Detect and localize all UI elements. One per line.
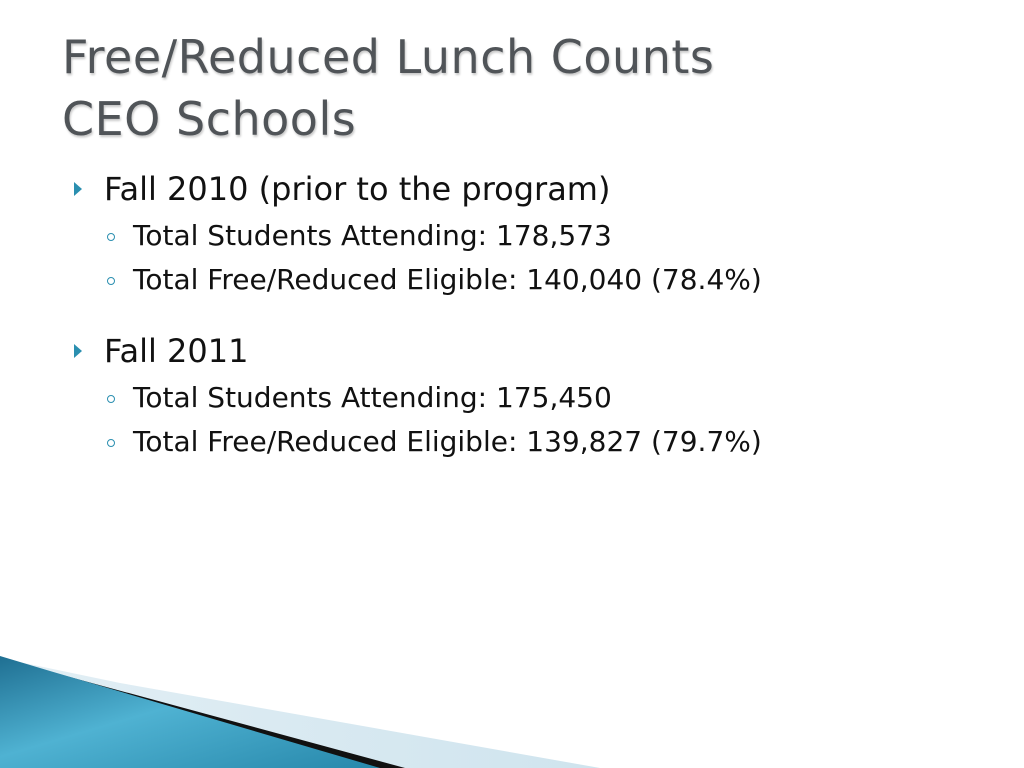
list-item (74, 420, 974, 464)
list-item-text: Total Free/Reduced Eligible: 140,040 (78.4%) (133, 263, 762, 296)
section-heading-fall-2010 (74, 164, 974, 214)
section-heading-fall-2011 (74, 326, 974, 376)
list-item (74, 214, 974, 258)
circle-bullet-icon (107, 395, 115, 403)
arrow-bullet-icon (74, 344, 82, 358)
slide-body (74, 164, 974, 464)
circle-bullet-icon (107, 277, 115, 285)
circle-bullet-icon (107, 439, 115, 447)
circle-bullet-icon (107, 233, 115, 241)
decorative-wave-graphic (0, 638, 1024, 768)
list-item (74, 376, 974, 420)
list-item-text: Total Free/Reduced Eligible: 139,827 (79.7%) (133, 425, 762, 458)
arrow-bullet-icon (74, 182, 82, 196)
title-line-2: CEO Schools (62, 92, 357, 146)
section-heading-text: Fall 2011 (104, 332, 249, 370)
list-item-text: Total Students Attending: 175,450 (133, 381, 612, 414)
title-line-1: Free/Reduced Lunch Counts (62, 30, 715, 84)
list-item-text: Total Students Attending: 178,573 (133, 219, 612, 252)
slide-title (62, 26, 962, 150)
section-heading-text: Fall 2010 (prior to the program) (104, 170, 611, 208)
list-item (74, 258, 974, 302)
section-spacer (74, 302, 974, 326)
